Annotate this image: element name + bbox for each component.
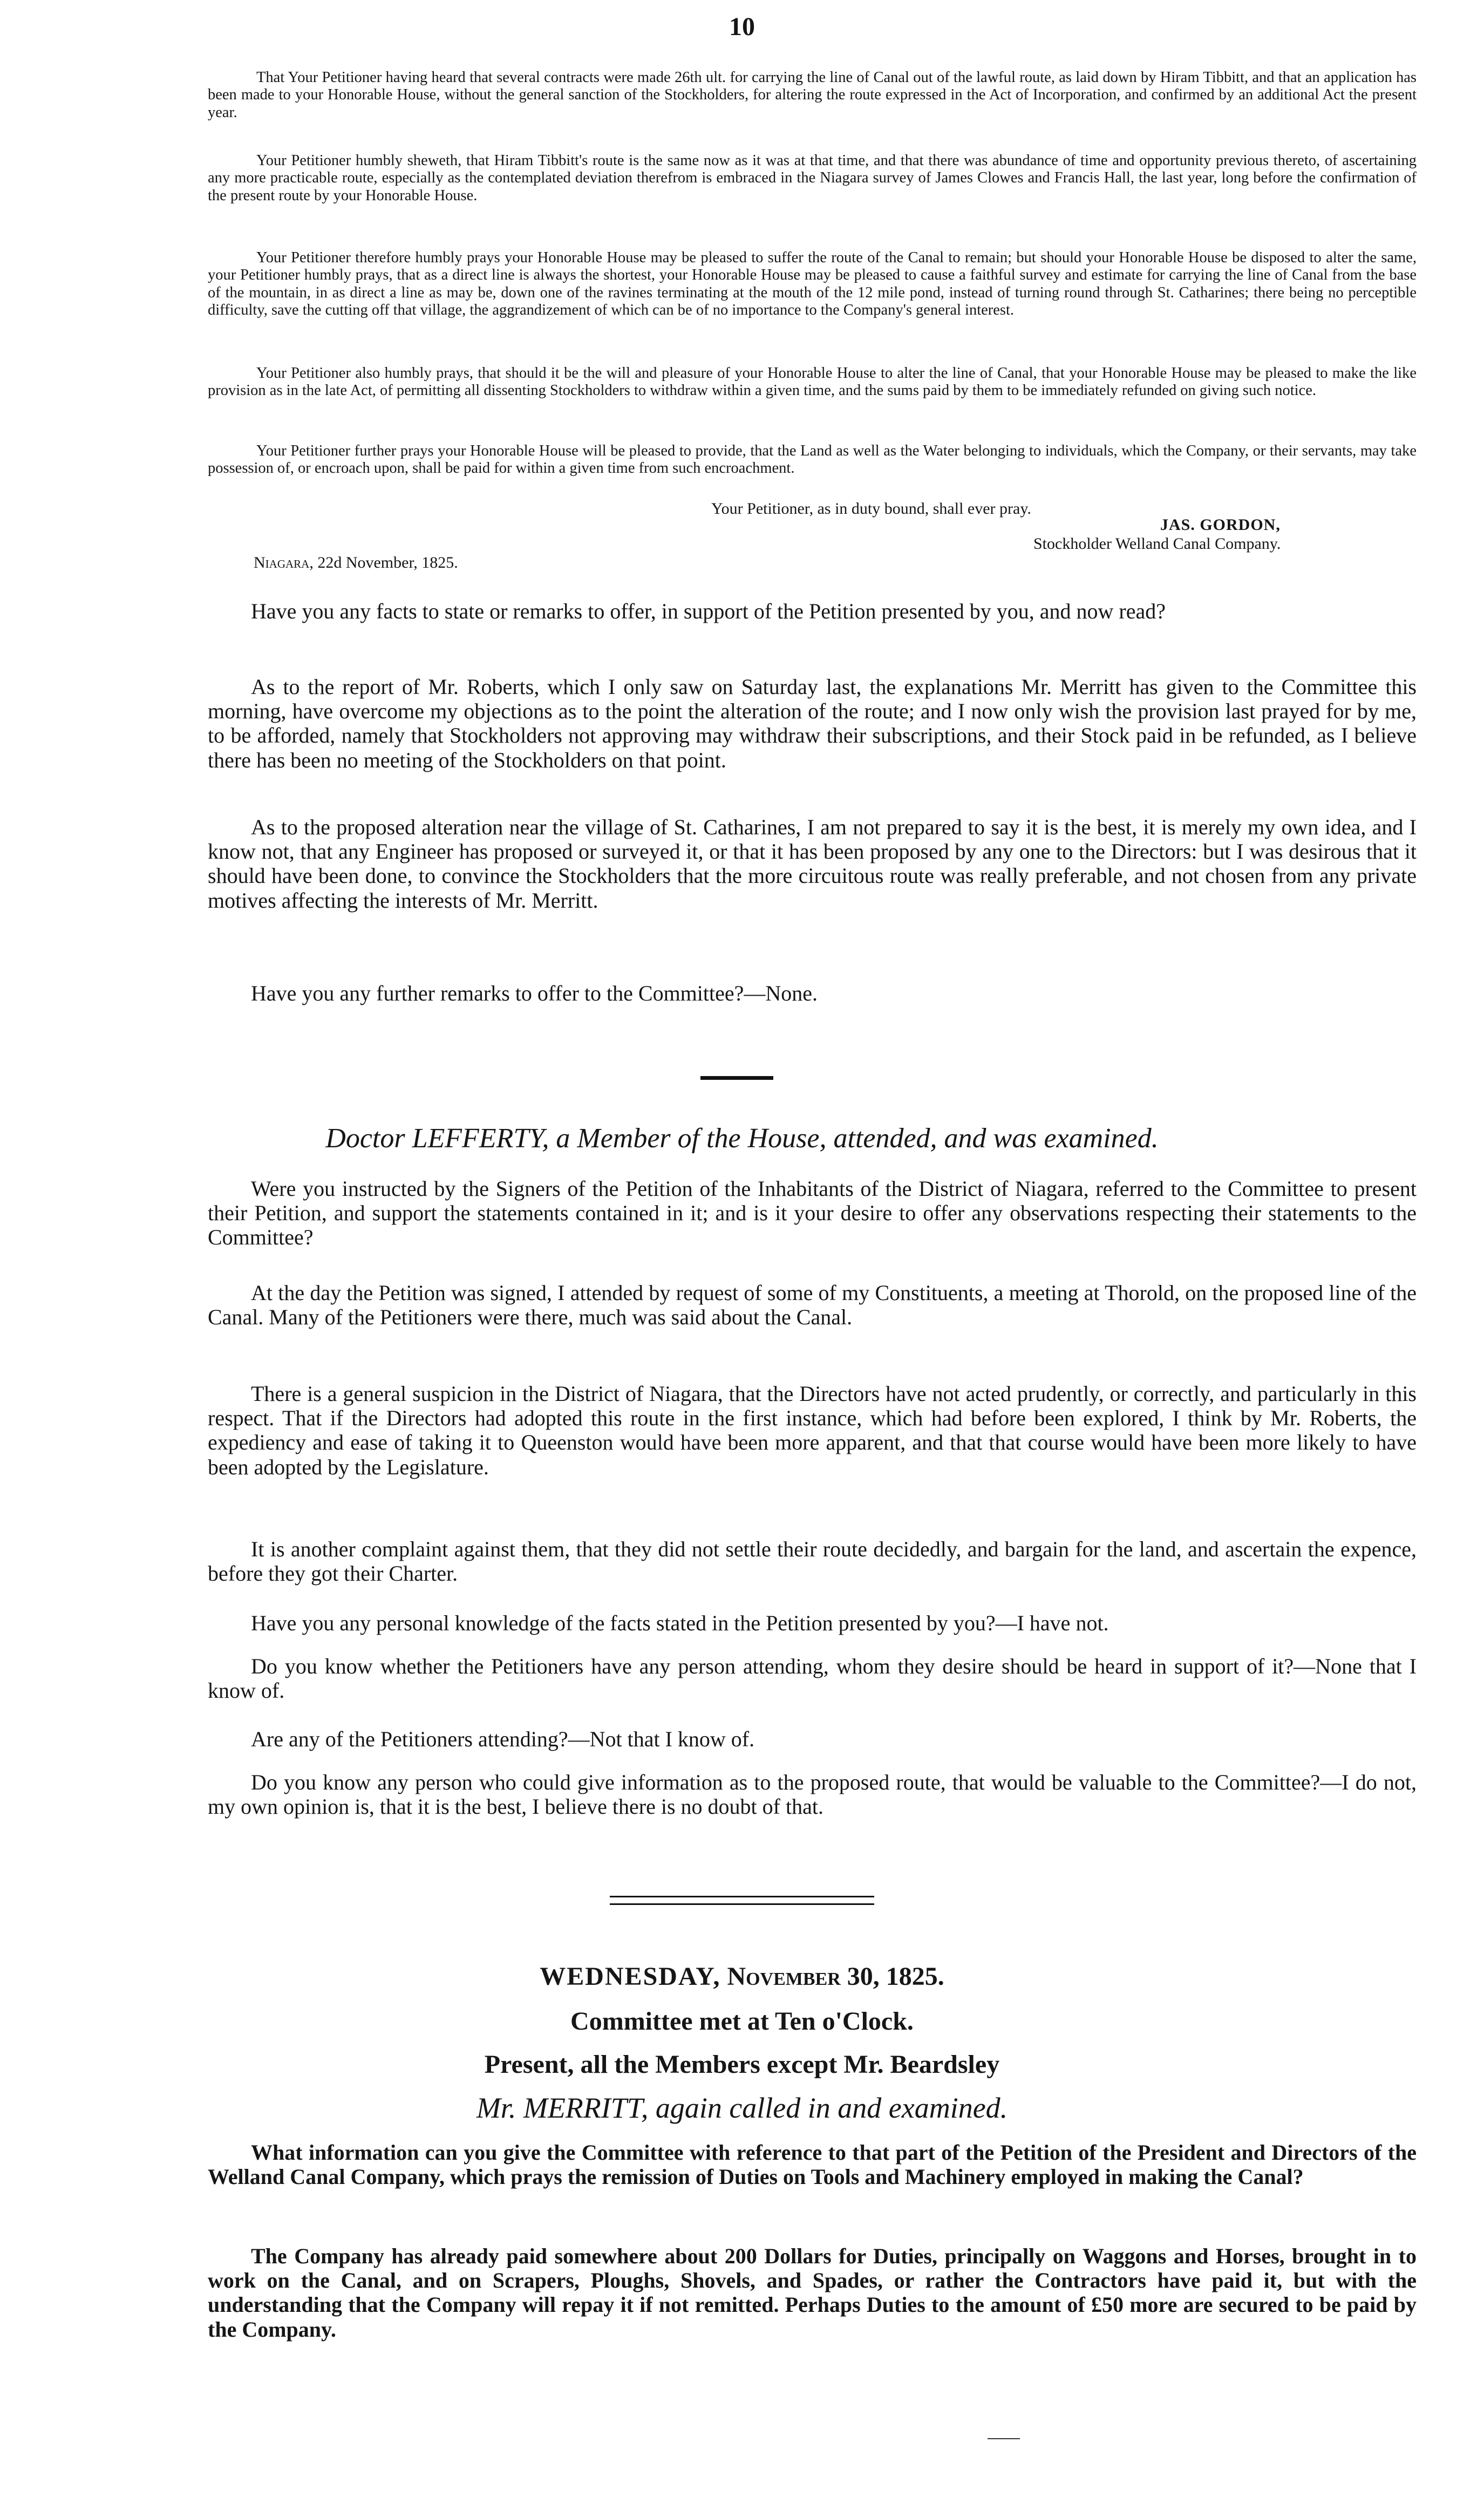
session-date-heading <box>0 1962 1484 1991</box>
page-number: 10 <box>729 12 755 41</box>
session-present: Present, all the Members except Mr. Beardsley <box>484 2050 1000 2079</box>
session-met: Committee met at Ten o'Clock. <box>570 2007 914 2036</box>
lefferty-question-1: Were you instructed by the Signers of the Petition of the Inhabitants of the District of Niagara, referred to the Committee to present their Petition, and support the statements contained in it; and is it your desire to offer any observations respecting their statements to the Committee? <box>208 1176 1417 1250</box>
lefferty-question-5: Do you know any person who could give information as to the proposed route, that would be valuable to the Committee?—I do not, my own opinion is, that it is the best, I believe there is no doubt of that. <box>208 1770 1417 1819</box>
session-date: November 30, 1825. <box>727 1962 944 1991</box>
signer-title: Stockholder Welland Canal Company. <box>1033 535 1281 553</box>
merritt-question-1: What information can you give the Committee with reference to that part of the Petition of the President and Directors of the Welland Canal Company, which prays the remission of Duties on Tools and Machinery employed in making the Canal? <box>208 2140 1417 2189</box>
petition-place: Niagara, <box>254 554 314 571</box>
session-day: WEDNESDAY, <box>540 1962 721 1991</box>
merritt-answer-1: The Company has already paid somewhere about 200 Dollars for Duties, principally on Waggons and Horses, brought in to work on the Canal, and on Scrapers, Ploughs, Shovels, and Spades, or rather the Contractors have paid it, but with the understanding that the Company will repay it if not remitted. Perhaps Duties to the amount of £50 more are secured to be paid by the Company. <box>208 2244 1417 2342</box>
gordon-question-1: Have you any facts to state or remarks to offer, in support of the Petition presented by you, and now read? <box>251 599 1166 623</box>
petition-date: 22d November, 1825. <box>317 554 458 571</box>
petition-paragraph-4: Your Petitioner also humbly prays, that should it be the will and pleasure of your Honorable House to alter the line of Canal, that your Honorable House may be pleased to make the like provision as in the late Act, of permitting all dissenting Stockholders to withdraw within a given time, and the sums paid by them to be immediately refunded on giving such notice. <box>208 365 1417 399</box>
lefferty-question-3: Do you know whether the Petitioners have any person attending, whom they desire should be heard in support of it?—None that I know of. <box>208 1654 1417 1703</box>
gordon-question-2: Have you any further remarks to offer to the Committee?—None. <box>251 981 818 1005</box>
lefferty-answer-2: There is a general suspicion in the District of Niagara, that the Directors have not acted prudently, or correctly, and particularly in this respect. That if the Directors had adopted this route in the first instance, which had before been explored, I think by Mr. Roberts, the expediency and ease of taking it to Queenston would have been more apparent, and that that course would have been more likely to have been adopted by the Legislature. <box>208 1382 1417 1479</box>
petition-paragraph-2: Your Petitioner humbly sheweth, that Hiram Tibbitt's route is the same now as it was at that time, and that there was abundance of time and opportunity previous thereto, of ascertaining any more practicable route, especially as the contemplated deviation therefrom is embraced in the Niagara survey of James Clowes and Francis Hall, the last year, long before the confirmation of the present route by your Honorable House. <box>208 152 1417 204</box>
lefferty-answer-3: It is another complaint against them, that they did not settle their route decidedly, and bargain for the land, and ascertain the expence, before they got their Charter. <box>208 1537 1417 1586</box>
petition-paragraph-5: Your Petitioner further prays your Honorable House will be pleased to provide, that the Land as well as the Water belonging to individuals, which the Company, or their servants, may take possession of, or encroach upon, shall be paid for within a given time from such encroachment. <box>208 443 1417 477</box>
session-divider-rule-top <box>610 1896 874 1897</box>
lefferty-answer-1: At the day the Petition was signed, I attended by request of some of my Constituents, a meeting at Thorold, on the proposed line of the Canal. Many of the Petitioners were there, much was said about the Canal. <box>208 1281 1417 1330</box>
footer-dash <box>988 2438 1020 2439</box>
petition-closing: Your Petitioner, as in duty bound, shall ever pray. <box>711 500 1031 518</box>
signer-name: JAS. GORDON, <box>1160 516 1281 534</box>
lefferty-heading: Doctor LEFFERTY, a Member of the House, attended, and was examined. <box>325 1123 1159 1154</box>
petition-paragraph-3: Your Petitioner therefore humbly prays your Honorable House may be pleased to suffer the route of the Canal to remain; but should your Honorable House be disposed to alter the same, your Petitioner humbly prays, that as a direct line is always the shortest, your Honorable House may be pleased to cause a faithful survey and estimate for carrying the line of Canal from the base of the mountain, in as direct a line as may be, down one of the ravines terminating at the mouth of the 12 mile pond, instead of turning round through St. Catharines; there being no perceptible difficulty, save the cutting off that village, the aggrandizement of which can be of no importance to the Company's general interest. <box>208 249 1417 319</box>
lefferty-question-2: Have you any personal knowledge of the facts stated in the Petition presented by you?—I have not. <box>251 1611 1109 1635</box>
lefferty-question-4: Are any of the Petitioners attending?—Not that I know of. <box>251 1727 755 1751</box>
gordon-answer-1: As to the report of Mr. Roberts, which I only saw on Saturday last, the explanations Mr. Merritt has given to the Committee this morning, have overcome my objections as to the point the alteration of the route; and I now only wish the provision last prayed for by me, to be afforded, namely that Stockholders not approving may withdraw their subscriptions, and their Stock paid in be refunded, as I believe there has been no meeting of the Stockholders on that point. <box>208 675 1417 772</box>
petition-dateline <box>254 553 458 573</box>
gordon-answer-2: As to the proposed alteration near the village of St. Catharines, I am not prepared to say it is the best, it is merely my own idea, and I know not, that any Engineer has proposed or surveyed it, or that it has been proposed by any one to the Directors: but I was desirous that it should have been done, to convince the Stockholders that the more circuitous route was really preferable, and not chosen from any private motives affecting the interests of Mr. Merritt. <box>208 815 1417 913</box>
petition-paragraph-1: That Your Petitioner having heard that several contracts were made 26th ult. for carrying the line of Canal out of the lawful route, as laid down by Hiram Tibbitt, and that an application has been made to your Honorable House, without the general sanction of the Stockholders, for altering the route expressed in the Act of Incorporation, and confirmed by an additional Act the present year. <box>208 69 1417 121</box>
section-divider-rule <box>700 1076 773 1080</box>
merritt-heading: Mr. MERRITT, again called in and examined. <box>476 2092 1008 2124</box>
session-divider-rule-bottom <box>610 1903 874 1905</box>
